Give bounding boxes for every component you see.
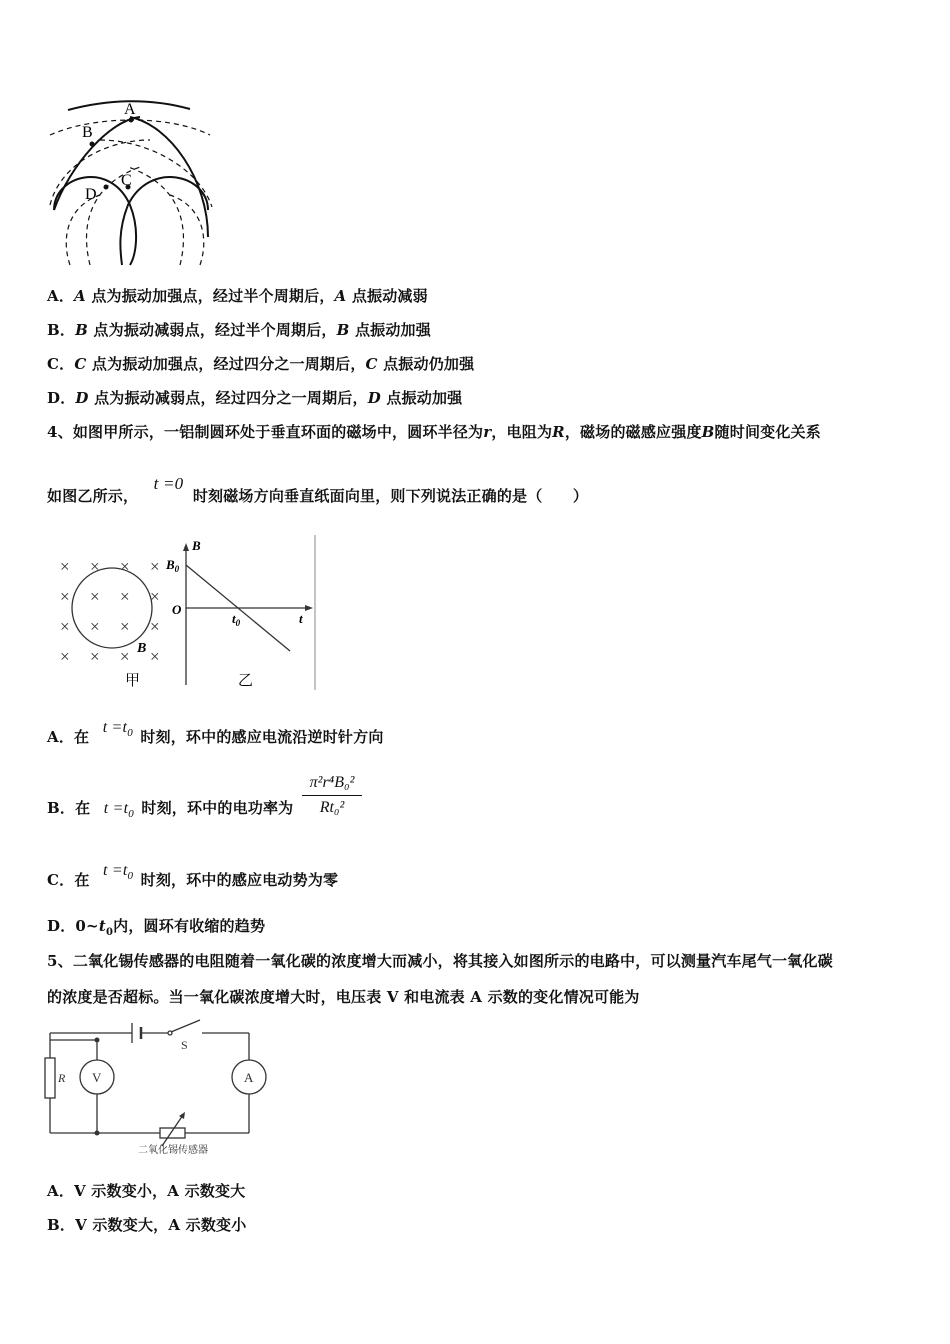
field-cross-mark: × xyxy=(60,557,70,576)
field-cross-mark: × xyxy=(120,557,130,576)
wave-trough-arc xyxy=(170,195,204,265)
field-cross-mark: × xyxy=(150,647,160,666)
sensor-arrow xyxy=(162,1115,183,1146)
wave-trough-arc xyxy=(66,195,100,265)
label-c: C xyxy=(121,172,132,189)
wave-interference-figure xyxy=(40,95,230,270)
q3-option-c: C．C 点为振动加强点，经过四分之一周期后，C 点振动仍加强 xyxy=(47,355,475,373)
wave-trough-arc xyxy=(100,140,212,207)
sensor-label: 二氧化锡传感器 xyxy=(138,1145,208,1156)
wave-trough-arc xyxy=(87,167,140,265)
wave-trough-arc xyxy=(128,167,183,265)
q4-option-c: C．在 $t =t_0$ 时刻，环中的感应电动势为零 xyxy=(47,862,339,889)
circuit-diagram xyxy=(40,1015,270,1160)
field-cross-mark: × xyxy=(120,617,130,636)
label-b0: $B_0$ xyxy=(166,557,180,574)
q5-stem-line-2: 的浓度是否超标。当一氧化碳浓度增大时，电压表 V 和电流表 A 示数的变化情况可能为 xyxy=(47,988,640,1006)
q3-option-d: D．D 点为振动减弱点，经过四分之一周期后，D 点振动加强 xyxy=(47,389,463,407)
q5-option-b: B．V 示数变大，A 示数变小 xyxy=(47,1216,247,1234)
junction-dot xyxy=(95,1131,100,1136)
power-fraction xyxy=(302,772,362,819)
field-cross-mark: × xyxy=(120,587,130,606)
q3-option-b: B．B 点为振动减弱点，经过半个周期后，B 点振动加强 xyxy=(47,321,431,339)
switch-lever xyxy=(171,1020,200,1032)
point-d xyxy=(104,185,109,190)
switch-label: S xyxy=(181,1038,188,1052)
q4-stem-line-2: 如图乙所示， t =0 时刻磁场方向垂直纸面向里，则下列说法正确的是（ ） xyxy=(47,474,589,505)
fraction-numerator: π²r⁴B₀² xyxy=(309,774,355,791)
field-cross-mark: × xyxy=(60,617,70,636)
point-b xyxy=(90,142,95,147)
field-cross-mark: × xyxy=(120,647,130,666)
axis-label-t: t xyxy=(299,611,303,626)
point-a xyxy=(129,118,134,123)
field-cross-mark: × xyxy=(150,617,160,636)
q4-stem-line-1: 4、如图甲所示，一铝制圆环处于垂直环面的磁场中，圆环半径为r，电阻为R，磁场的磁感应强度B随时间变化关系 xyxy=(47,423,821,441)
caption-yi: 乙 xyxy=(238,673,254,689)
field-cross-mark: × xyxy=(150,557,160,576)
fraction-denominator: Rt₀² xyxy=(319,799,345,816)
q4-option-d: D．$0\sim t_0$内，圆环有收缩的趋势 xyxy=(47,917,266,938)
q4-option-b: B．在 $t =t_0$ 时刻，环中的电功率为 xyxy=(47,799,294,821)
field-cross-mark: × xyxy=(150,587,160,606)
junction-dot xyxy=(95,1038,100,1043)
q5-option-a: A．V 示数变小，A 示数变大 xyxy=(47,1182,246,1200)
axis-label-b: B xyxy=(192,538,201,553)
label-origin: O xyxy=(172,602,182,617)
field-cross-mark: × xyxy=(90,587,100,606)
resistor-label: R xyxy=(58,1071,66,1085)
aluminum-ring xyxy=(72,568,152,648)
field-cross-mark: × xyxy=(60,587,70,606)
field-cross-mark: × xyxy=(90,647,100,666)
label-t0: $t_0$ xyxy=(232,611,241,628)
label-a: A xyxy=(124,101,136,118)
figure-yi xyxy=(165,535,320,695)
q5-stem-line-1: 5、二氧化锡传感器的电阻随着一氧化碳的浓度增大而减小，将其接入如图所示的电路中，可以测量汽车尾气一氧化碳 xyxy=(47,952,833,970)
field-cross-mark: × xyxy=(90,617,100,636)
ammeter-label: A xyxy=(244,1070,254,1085)
label-d: D xyxy=(85,186,97,203)
caption-jia: 甲 xyxy=(125,673,141,689)
wave-crest-arc xyxy=(120,177,208,265)
q3-option-a: A．A 点为振动加强点，经过半个周期后，A 点振动减弱 xyxy=(47,287,428,305)
field-cross-mark: × xyxy=(60,647,70,666)
field-cross-mark: × xyxy=(90,557,100,576)
label-b: B xyxy=(82,124,93,141)
resistor-r xyxy=(45,1058,55,1098)
voltmeter-label: V xyxy=(92,1070,102,1085)
q4-option-a: A．在 $t =t_0$ 时刻，环中的感应电流沿逆时针方向 xyxy=(47,719,384,746)
ring-label-b: B xyxy=(137,641,147,656)
